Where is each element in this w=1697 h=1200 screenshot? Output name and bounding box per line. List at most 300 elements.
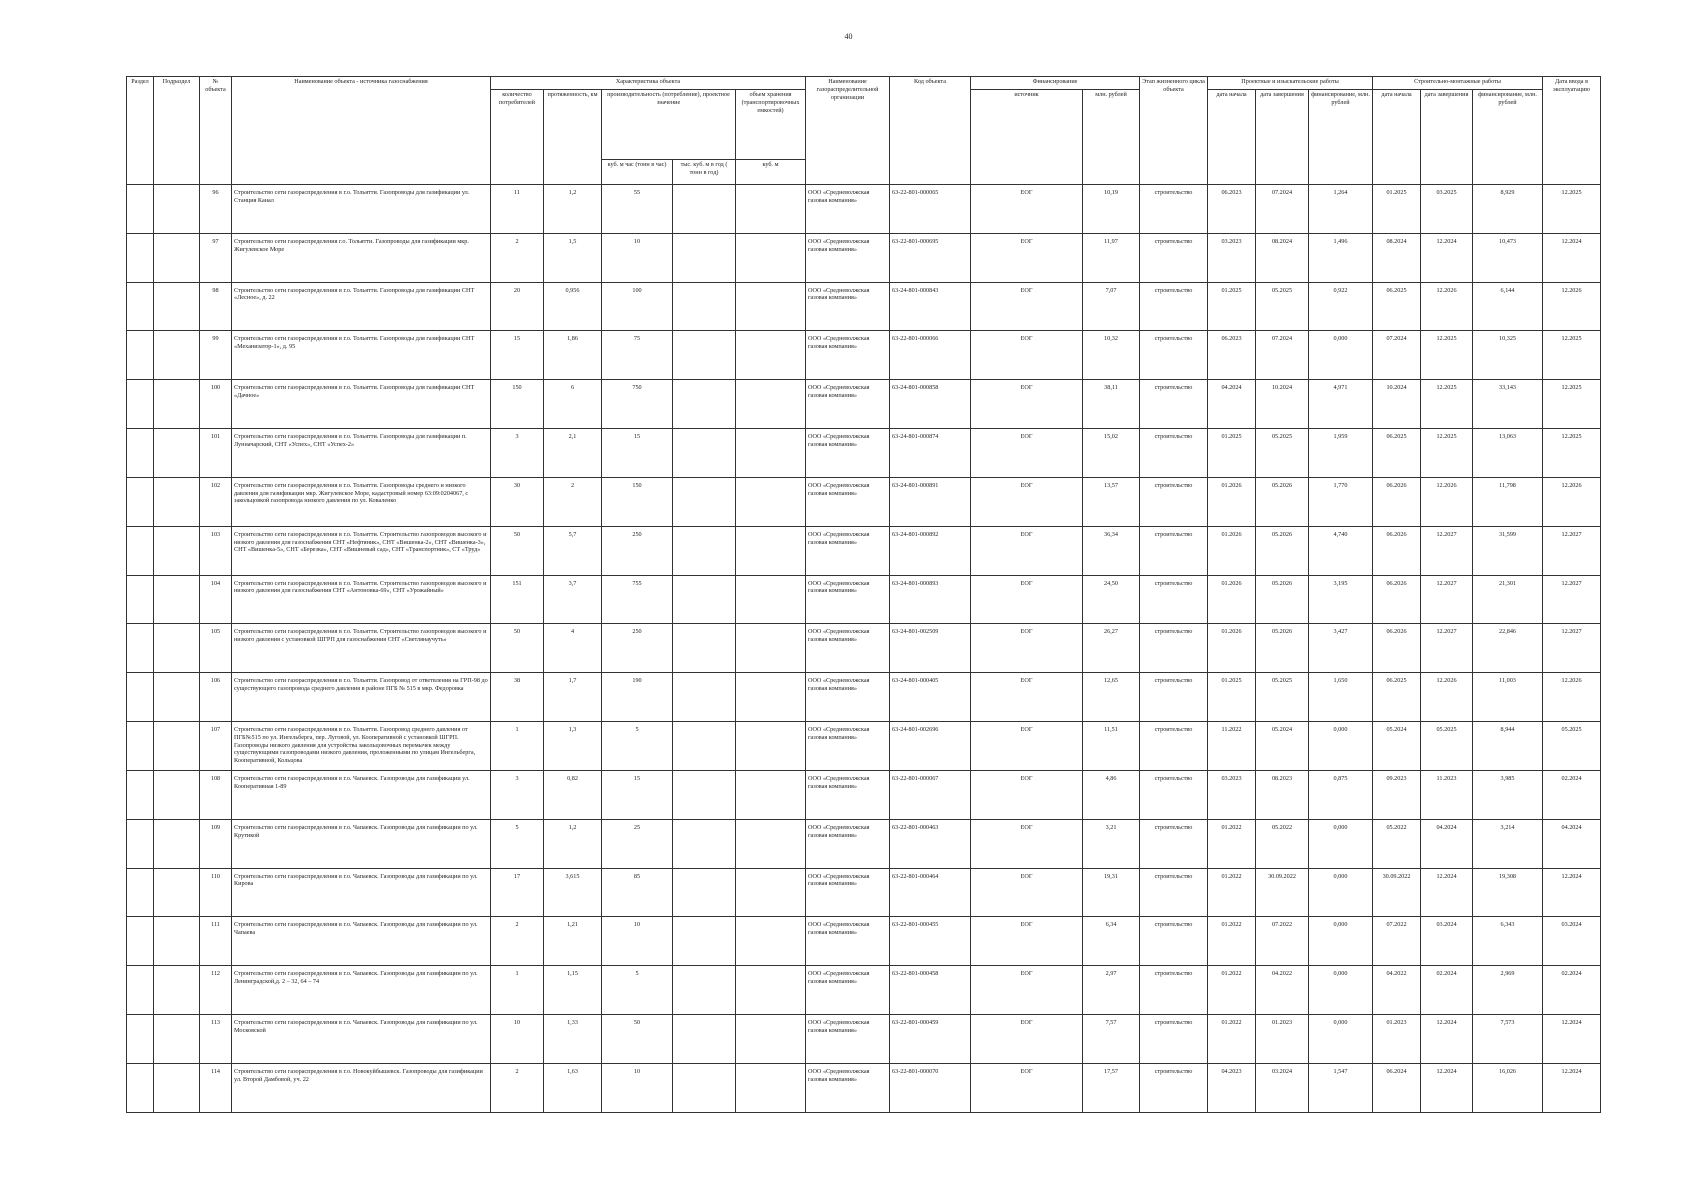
object-code-cell: 63-22-801-000455 [890, 917, 971, 966]
razdel-cell [127, 819, 154, 868]
object-number-cell: 97 [200, 233, 232, 282]
header-financing-source: источник [971, 90, 1083, 185]
object-code-cell: 63-22-801-000459 [890, 1015, 971, 1064]
capacity-tm3y-cell [673, 770, 736, 819]
capacity-m3h-cell: 25 [602, 819, 673, 868]
organization-cell: ООО «Средневолжская газовая компания» [806, 331, 890, 380]
razdel-cell [127, 429, 154, 478]
object-name-cell: Строительство сети газораспределения в г.о. Чапаевск. Газопроводы для газификации по ул. Ленинградской,д. 2 – 32, 64 – 74 [232, 966, 491, 1015]
podrazdel-cell [154, 722, 200, 771]
design-end-cell: 05.2026 [1256, 477, 1309, 526]
table-row [127, 770, 1601, 819]
lifecycle-stage-cell: строительство [1140, 673, 1208, 722]
design-end-cell: 10.2024 [1256, 380, 1309, 429]
podrazdel-cell [154, 185, 200, 234]
header-lifecycle-stage: Этап жизненного цикла объекта [1140, 77, 1208, 185]
financing-source-cell: ЕОГ [971, 1015, 1083, 1064]
commission-date-cell: 12.2027 [1543, 575, 1601, 624]
object-number-cell: 100 [200, 380, 232, 429]
lifecycle-stage-cell: строительство [1140, 966, 1208, 1015]
commission-date-cell: 12.2024 [1543, 1063, 1601, 1112]
lifecycle-stage-cell: строительство [1140, 722, 1208, 771]
object-code-cell: 63-22-801-000065 [890, 185, 971, 234]
organization-cell: ООО «Средневолжская газовая компания» [806, 185, 890, 234]
header-construction-works: Строительно-монтажные работы [1373, 77, 1543, 90]
capacity-tm3y-cell [673, 624, 736, 673]
financing-source-cell: ЕОГ [971, 331, 1083, 380]
table-row [127, 819, 1601, 868]
object-name-cell: Строительство сети газораспределения в г.о. Тольятти. Газопроводы среднего и низкого давления для газификации мкр. Жигулевское Море, кадастровый номер 63:09:0204067, с закольцовкой газопровода низкого давления по ул. Коваленко [232, 477, 491, 526]
capacity-tm3y-cell [673, 673, 736, 722]
consumers-cell: 15 [491, 331, 544, 380]
organization-cell: ООО «Средневолжская газовая компания» [806, 673, 890, 722]
capacity-m3h-cell: 10 [602, 1063, 673, 1112]
lifecycle-stage-cell: строительство [1140, 1063, 1208, 1112]
construction-end-cell: 12.2024 [1421, 233, 1473, 282]
capacity-tm3y-cell [673, 868, 736, 917]
design-financing-cell: 0,875 [1309, 770, 1373, 819]
design-start-cell: 04.2023 [1208, 1063, 1256, 1112]
financing-amount-cell: 2,97 [1083, 966, 1140, 1015]
organization-cell: ООО «Средневолжская газовая компания» [806, 722, 890, 771]
construction-start-cell: 06.2024 [1373, 1063, 1421, 1112]
design-financing-cell: 4,971 [1309, 380, 1373, 429]
object-name-cell: Строительство сети газораспределения в г.о. Тольятти. Газопроводы для газификации СНТ «Лесное», д. 22 [232, 282, 491, 331]
construction-financing-cell: 6,343 [1473, 917, 1543, 966]
object-number-cell: 106 [200, 673, 232, 722]
page-number: 40 [844, 32, 853, 41]
construction-start-cell: 05.2024 [1373, 722, 1421, 771]
design-end-cell: 07.2022 [1256, 917, 1309, 966]
podrazdel-cell [154, 429, 200, 478]
financing-source-cell: ЕОГ [971, 624, 1083, 673]
financing-source-cell: ЕОГ [971, 770, 1083, 819]
financing-source-cell: ЕОГ [971, 868, 1083, 917]
object-code-cell: 63-22-801-000066 [890, 331, 971, 380]
organization-cell: ООО «Средневолжская газовая компания» [806, 380, 890, 429]
construction-start-cell: 04.2022 [1373, 966, 1421, 1015]
header-object-name: Наименование объекта - источника газоснабжения [232, 77, 491, 185]
design-start-cell: 01.2026 [1208, 624, 1256, 673]
capacity-tm3y-cell [673, 1015, 736, 1064]
podrazdel-cell [154, 770, 200, 819]
construction-start-cell: 01.2025 [1373, 185, 1421, 234]
podrazdel-cell [154, 526, 200, 575]
commission-date-cell: 12.2024 [1543, 1015, 1601, 1064]
consumers-cell: 1 [491, 966, 544, 1015]
design-financing-cell: 1,547 [1309, 1063, 1373, 1112]
design-end-cell: 05.2022 [1256, 819, 1309, 868]
construction-start-cell: 06.2026 [1373, 575, 1421, 624]
organization-cell: ООО «Средневолжская газовая компания» [806, 1063, 890, 1112]
length-cell: 1,3 [544, 722, 602, 771]
capacity-tm3y-cell [673, 233, 736, 282]
table-row [127, 917, 1601, 966]
financing-source-cell: ЕОГ [971, 1063, 1083, 1112]
storage-cell [736, 673, 806, 722]
organization-cell: ООО «Средневолжская газовая компания» [806, 282, 890, 331]
capacity-m3h-cell: 55 [602, 185, 673, 234]
object-code-cell: 63-22-801-000695 [890, 233, 971, 282]
construction-start-cell: 07.2024 [1373, 331, 1421, 380]
financing-amount-cell: 24,50 [1083, 575, 1140, 624]
consumers-cell: 2 [491, 233, 544, 282]
organization-cell: ООО «Средневолжская газовая компания» [806, 477, 890, 526]
table-row [127, 233, 1601, 282]
capacity-m3h-cell: 150 [602, 477, 673, 526]
object-name-cell: Строительство сети газораспределения в г.о. Тольятти. Газопровод от ответвления на ГРП-98 до существующего газопровода среднего давления в районе ПГБ № 515 в мкр. Федоровка [232, 673, 491, 722]
object-code-cell: 63-22-801-000067 [890, 770, 971, 819]
financing-source-cell: ЕОГ [971, 526, 1083, 575]
design-end-cell: 07.2024 [1256, 331, 1309, 380]
construction-financing-cell: 6,144 [1473, 282, 1543, 331]
header-storage: объем хранения (транспортировочных емкостей) [736, 90, 806, 160]
object-number-cell: 96 [200, 185, 232, 234]
construction-start-cell: 08.2024 [1373, 233, 1421, 282]
podrazdel-cell [154, 233, 200, 282]
consumers-cell: 10 [491, 1015, 544, 1064]
organization-cell: ООО «Средневолжская газовая компания» [806, 429, 890, 478]
storage-cell [736, 624, 806, 673]
header-unit-m3: куб. м [736, 160, 806, 185]
construction-start-cell: 10.2024 [1373, 380, 1421, 429]
financing-source-cell: ЕОГ [971, 282, 1083, 331]
object-code-cell: 63-22-801-000464 [890, 868, 971, 917]
financing-source-cell: ЕОГ [971, 966, 1083, 1015]
design-start-cell: 01.2026 [1208, 477, 1256, 526]
consumers-cell: 1 [491, 722, 544, 771]
header-podrazdel: Подраздел [154, 77, 200, 185]
construction-financing-cell: 3,985 [1473, 770, 1543, 819]
podrazdel-cell [154, 1063, 200, 1112]
financing-amount-cell: 10,32 [1083, 331, 1140, 380]
financing-amount-cell: 19,31 [1083, 868, 1140, 917]
length-cell: 1,33 [544, 1015, 602, 1064]
construction-start-cell: 06.2025 [1373, 282, 1421, 331]
object-number-cell: 98 [200, 282, 232, 331]
construction-end-cell: 12.2025 [1421, 429, 1473, 478]
length-cell: 3,7 [544, 575, 602, 624]
capacity-m3h-cell: 100 [602, 282, 673, 331]
financing-amount-cell: 11,51 [1083, 722, 1140, 771]
design-start-cell: 01.2022 [1208, 917, 1256, 966]
investment-program-table [126, 76, 1601, 1113]
header-design-start: дата начала [1208, 90, 1256, 185]
capacity-m3h-cell: 5 [602, 722, 673, 771]
razdel-cell [127, 624, 154, 673]
capacity-m3h-cell: 85 [602, 868, 673, 917]
capacity-tm3y-cell [673, 380, 736, 429]
consumers-cell: 50 [491, 526, 544, 575]
financing-amount-cell: 3,21 [1083, 819, 1140, 868]
financing-amount-cell: 36,34 [1083, 526, 1140, 575]
construction-end-cell: 12.2024 [1421, 868, 1473, 917]
lifecycle-stage-cell: строительство [1140, 526, 1208, 575]
podrazdel-cell [154, 380, 200, 429]
header-consumers: количество потребителей [491, 90, 544, 185]
capacity-m3h-cell: 755 [602, 575, 673, 624]
length-cell: 1,2 [544, 185, 602, 234]
design-start-cell: 01.2022 [1208, 819, 1256, 868]
commission-date-cell: 12.2024 [1543, 233, 1601, 282]
commission-date-cell: 12.2025 [1543, 429, 1601, 478]
capacity-tm3y-cell [673, 429, 736, 478]
financing-amount-cell: 7,57 [1083, 1015, 1140, 1064]
object-number-cell: 108 [200, 770, 232, 819]
financing-source-cell: ЕОГ [971, 917, 1083, 966]
object-number-cell: 101 [200, 429, 232, 478]
design-start-cell: 01.2025 [1208, 673, 1256, 722]
storage-cell [736, 477, 806, 526]
object-number-cell: 102 [200, 477, 232, 526]
storage-cell [736, 819, 806, 868]
object-number-cell: 109 [200, 819, 232, 868]
table-row [127, 282, 1601, 331]
capacity-m3h-cell: 15 [602, 429, 673, 478]
financing-source-cell: ЕОГ [971, 575, 1083, 624]
capacity-m3h-cell: 75 [602, 331, 673, 380]
design-start-cell: 01.2022 [1208, 966, 1256, 1015]
object-code-cell: 63-24-801-000874 [890, 429, 971, 478]
object-name-cell: Строительство сети газораспределения в г.о. Тольятти. Газопроводы для газификации СНТ «Дачное» [232, 380, 491, 429]
design-financing-cell: 0,000 [1309, 917, 1373, 966]
commission-date-cell: 04.2024 [1543, 819, 1601, 868]
length-cell: 0,956 [544, 282, 602, 331]
storage-cell [736, 429, 806, 478]
design-start-cell: 03.2023 [1208, 770, 1256, 819]
header-object-number: № объекта [200, 77, 232, 185]
financing-source-cell: ЕОГ [971, 380, 1083, 429]
capacity-m3h-cell: 50 [602, 1015, 673, 1064]
commission-date-cell: 12.2024 [1543, 868, 1601, 917]
storage-cell [736, 966, 806, 1015]
design-end-cell: 05.2026 [1256, 526, 1309, 575]
object-code-cell: 63-24-801-000858 [890, 380, 971, 429]
header-unit-m3-hour: куб. м час (тонн в час) [602, 160, 673, 185]
construction-financing-cell: 13,063 [1473, 429, 1543, 478]
podrazdel-cell [154, 282, 200, 331]
consumers-cell: 151 [491, 575, 544, 624]
design-end-cell: 04.2022 [1256, 966, 1309, 1015]
podrazdel-cell [154, 917, 200, 966]
design-start-cell: 01.2025 [1208, 429, 1256, 478]
design-end-cell: 08.2024 [1256, 233, 1309, 282]
razdel-cell [127, 868, 154, 917]
podrazdel-cell [154, 331, 200, 380]
construction-start-cell: 05.2022 [1373, 819, 1421, 868]
financing-source-cell: ЕОГ [971, 819, 1083, 868]
table-row [127, 868, 1601, 917]
storage-cell [736, 331, 806, 380]
construction-financing-cell: 10,325 [1473, 331, 1543, 380]
object-name-cell: Строительство сети газораспределения в г.о. Тольятти. Строительство газопроводов высокого и низкого давления для газоснабжения СНТ «Антоновка-69», СНТ «Урожайный» [232, 575, 491, 624]
consumers-cell: 30 [491, 477, 544, 526]
header-financing: Финансирование [971, 77, 1140, 90]
capacity-m3h-cell: 15 [602, 770, 673, 819]
commission-date-cell: 12.2025 [1543, 380, 1601, 429]
length-cell: 2,1 [544, 429, 602, 478]
financing-amount-cell: 38,11 [1083, 380, 1140, 429]
header-commission-date: Дата ввода в эксплуатацию [1543, 77, 1601, 185]
consumers-cell: 50 [491, 624, 544, 673]
design-start-cell: 06.2023 [1208, 185, 1256, 234]
commission-date-cell: 02.2024 [1543, 966, 1601, 1015]
consumers-cell: 11 [491, 185, 544, 234]
object-number-cell: 111 [200, 917, 232, 966]
financing-amount-cell: 10,19 [1083, 185, 1140, 234]
object-name-cell: Строительство сети газораспределения в г.о. Чапаевск. Газопроводы для газификации по ул. Кирова [232, 868, 491, 917]
organization-cell: ООО «Средневолжская газовая компания» [806, 233, 890, 282]
consumers-cell: 150 [491, 380, 544, 429]
capacity-m3h-cell: 190 [602, 673, 673, 722]
storage-cell [736, 575, 806, 624]
razdel-cell [127, 185, 154, 234]
financing-amount-cell: 6,34 [1083, 917, 1140, 966]
design-financing-cell: 3,195 [1309, 575, 1373, 624]
length-cell: 1,63 [544, 1063, 602, 1112]
design-start-cell: 01.2025 [1208, 282, 1256, 331]
design-financing-cell: 0,000 [1309, 331, 1373, 380]
capacity-m3h-cell: 10 [602, 917, 673, 966]
construction-financing-cell: 16,026 [1473, 1063, 1543, 1112]
table-row [127, 673, 1601, 722]
length-cell: 5,7 [544, 526, 602, 575]
object-code-cell: 63-22-801-000070 [890, 1063, 971, 1112]
lifecycle-stage-cell: строительство [1140, 282, 1208, 331]
header-unit-thousand-m3-year: тыс. куб. м в год ( тонн в год) [673, 160, 736, 185]
table-row [127, 477, 1601, 526]
header-design-end: дата завершения [1256, 90, 1309, 185]
consumers-cell: 3 [491, 770, 544, 819]
construction-end-cell: 12.2024 [1421, 1015, 1473, 1064]
consumers-cell: 5 [491, 819, 544, 868]
length-cell: 1,21 [544, 917, 602, 966]
object-name-cell: Строительство сети газораспределения в г.о. Тольятти. Газопроводы для газификации СНТ «Механизатор-1», д. 95 [232, 331, 491, 380]
razdel-cell [127, 282, 154, 331]
podrazdel-cell [154, 624, 200, 673]
object-number-cell: 113 [200, 1015, 232, 1064]
header-design-works: Проектные и изыскательские работы [1208, 77, 1373, 90]
razdel-cell [127, 575, 154, 624]
table-row [127, 429, 1601, 478]
design-financing-cell: 0,000 [1309, 966, 1373, 1015]
object-code-cell: 63-22-801-000463 [890, 819, 971, 868]
razdel-cell [127, 233, 154, 282]
object-code-cell: 63-22-801-000458 [890, 966, 971, 1015]
table-row [127, 624, 1601, 673]
header-construction-financing: финансирование, млн. рублей [1473, 90, 1543, 185]
design-financing-cell: 1,959 [1309, 429, 1373, 478]
construction-financing-cell: 11,798 [1473, 477, 1543, 526]
length-cell: 4 [544, 624, 602, 673]
object-number-cell: 99 [200, 331, 232, 380]
construction-end-cell: 12.2024 [1421, 1063, 1473, 1112]
podrazdel-cell [154, 477, 200, 526]
storage-cell [736, 868, 806, 917]
financing-source-cell: ЕОГ [971, 477, 1083, 526]
design-start-cell: 01.2022 [1208, 1015, 1256, 1064]
podrazdel-cell [154, 673, 200, 722]
capacity-tm3y-cell [673, 282, 736, 331]
commission-date-cell: 03.2024 [1543, 917, 1601, 966]
object-number-cell: 105 [200, 624, 232, 673]
table-row [127, 966, 1601, 1015]
object-number-cell: 104 [200, 575, 232, 624]
design-financing-cell: 0,000 [1309, 722, 1373, 771]
commission-date-cell: 12.2025 [1543, 331, 1601, 380]
object-name-cell: Строительство сети газораспределения в г.о. Тольятти. Газопровод среднего давления от ПГБ№515 по ул. Ингельберга, пер. Луговой, ул. Кооперативной с установкой ШГРП. Газопроводы низкого давления для устройства закольцовочных перемычек между существующими газопроводами низкого давления, проложенными по улицам Ингельберга, Кооперативной, Кольцова [232, 722, 491, 771]
storage-cell [736, 770, 806, 819]
design-financing-cell: 0,000 [1309, 819, 1373, 868]
lifecycle-stage-cell: строительство [1140, 1015, 1208, 1064]
lifecycle-stage-cell: строительство [1140, 429, 1208, 478]
financing-source-cell: ЕОГ [971, 233, 1083, 282]
commission-date-cell: 12.2026 [1543, 477, 1601, 526]
storage-cell [736, 380, 806, 429]
design-start-cell: 11.2022 [1208, 722, 1256, 771]
razdel-cell [127, 526, 154, 575]
header-razdel: Раздел [127, 77, 154, 185]
capacity-m3h-cell: 750 [602, 380, 673, 429]
organization-cell: ООО «Средневолжская газовая компания» [806, 917, 890, 966]
construction-end-cell: 11.2023 [1421, 770, 1473, 819]
storage-cell [736, 1063, 806, 1112]
construction-end-cell: 12.2025 [1421, 380, 1473, 429]
construction-end-cell: 04.2024 [1421, 819, 1473, 868]
construction-start-cell: 07.2022 [1373, 917, 1421, 966]
construction-end-cell: 12.2026 [1421, 673, 1473, 722]
construction-start-cell: 06.2026 [1373, 624, 1421, 673]
commission-date-cell: 05.2025 [1543, 722, 1601, 771]
capacity-tm3y-cell [673, 477, 736, 526]
capacity-m3h-cell: 10 [602, 233, 673, 282]
lifecycle-stage-cell: строительство [1140, 380, 1208, 429]
capacity-tm3y-cell [673, 819, 736, 868]
object-name-cell: Строительство сети газораспределения в г.о. Чапаевск. Газопроводы для газификации по ул. Крутикой [232, 819, 491, 868]
design-end-cell: 05.2025 [1256, 429, 1309, 478]
construction-financing-cell: 3,214 [1473, 819, 1543, 868]
design-start-cell: 04.2024 [1208, 380, 1256, 429]
construction-start-cell: 06.2026 [1373, 526, 1421, 575]
organization-cell: ООО «Средневолжская газовая компания» [806, 575, 890, 624]
financing-amount-cell: 12,65 [1083, 673, 1140, 722]
razdel-cell [127, 1015, 154, 1064]
table-row [127, 1015, 1601, 1064]
razdel-cell [127, 331, 154, 380]
lifecycle-stage-cell: строительство [1140, 819, 1208, 868]
construction-financing-cell: 10,473 [1473, 233, 1543, 282]
organization-cell: ООО «Средневолжская газовая компания» [806, 1015, 890, 1064]
financing-amount-cell: 7,07 [1083, 282, 1140, 331]
podrazdel-cell [154, 575, 200, 624]
design-financing-cell: 0,922 [1309, 282, 1373, 331]
table-row [127, 575, 1601, 624]
commission-date-cell: 12.2027 [1543, 624, 1601, 673]
object-number-cell: 110 [200, 868, 232, 917]
object-number-cell: 107 [200, 722, 232, 771]
header-capacity: производительность (потребление), проектное значение [602, 90, 736, 160]
financing-amount-cell: 13,57 [1083, 477, 1140, 526]
construction-start-cell: 30.09.2022 [1373, 868, 1421, 917]
financing-source-cell: ЕОГ [971, 429, 1083, 478]
construction-start-cell: 06.2025 [1373, 429, 1421, 478]
object-code-cell: 63-24-801-002509 [890, 624, 971, 673]
capacity-tm3y-cell [673, 185, 736, 234]
organization-cell: ООО «Средневолжская газовая компания» [806, 526, 890, 575]
podrazdel-cell [154, 966, 200, 1015]
header-financing-amount: млн. рублей [1083, 90, 1140, 185]
razdel-cell [127, 477, 154, 526]
